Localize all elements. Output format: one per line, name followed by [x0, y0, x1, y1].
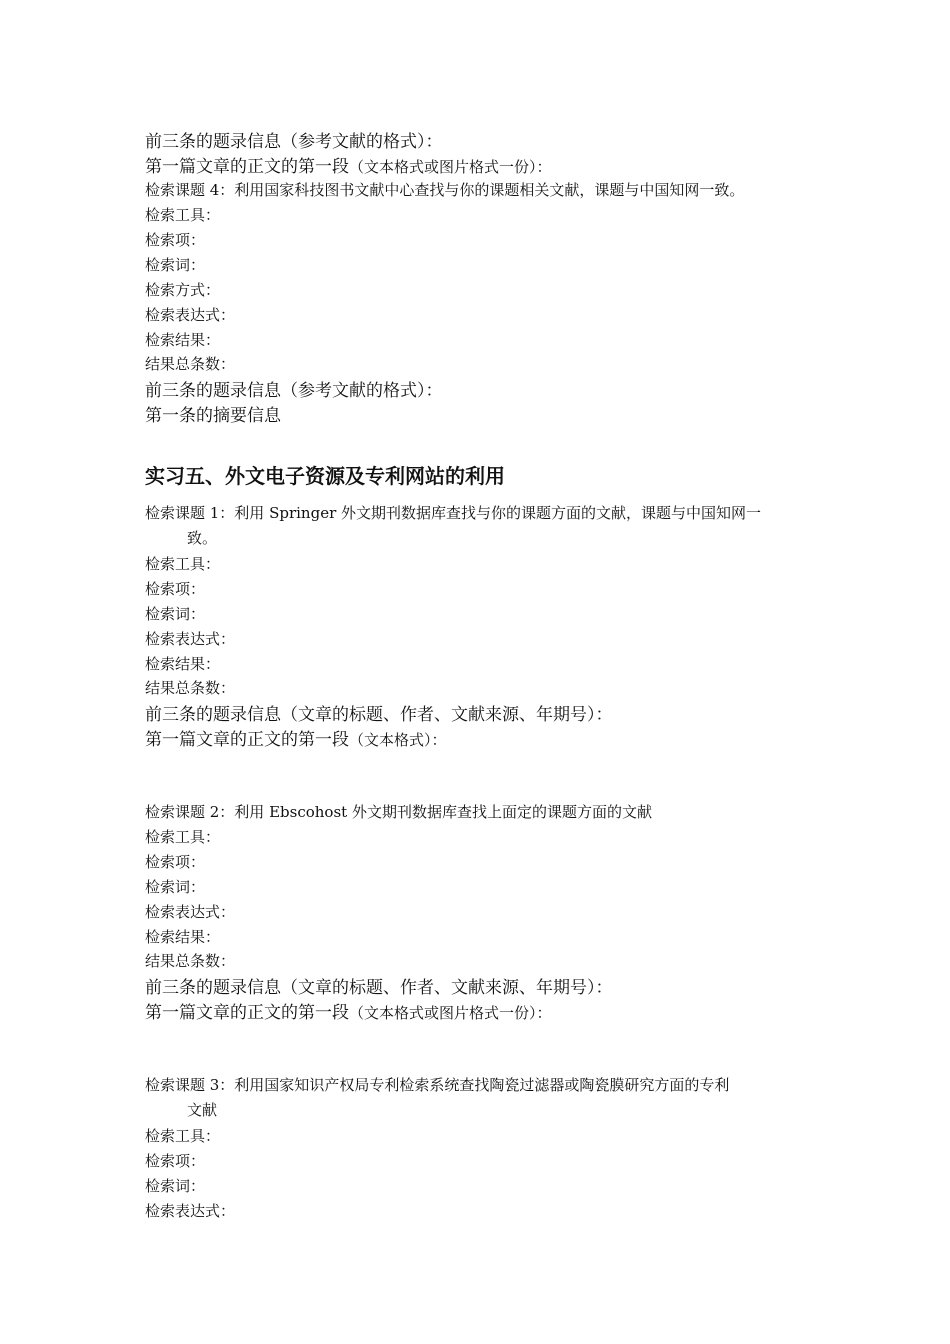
task-1-top3: 前三条的题录信息（文章的标题、作者、文献来源、年期号）： — [145, 705, 613, 725]
task-1-first-paragraph — [145, 725, 447, 750]
task-4-word: 检索词： — [145, 256, 206, 274]
first-paragraph-main: 第一篇文章的正文的第一段 — [145, 157, 349, 177]
task-4-method: 检索方式： — [145, 281, 221, 299]
task-2-top3: 前三条的题录信息（文章的标题、作者、文献来源、年期号）： — [145, 978, 613, 998]
task-2-first-paragraph — [145, 998, 552, 1023]
task-4-abstract: 第一条的摘要信息 — [145, 406, 281, 426]
task-4-tool: 检索工具： — [145, 206, 221, 224]
task-4-field: 检索项： — [145, 231, 206, 249]
task-2-first-paragraph-main: 第一篇文章的正文的第一段 — [145, 1003, 349, 1023]
task-2-expression: 检索表达式： — [145, 903, 236, 921]
task-1-first-paragraph-main: 第一篇文章的正文的第一段 — [145, 730, 349, 750]
task-1-word: 检索词： — [145, 605, 206, 623]
task-1-total: 结果总条数： — [145, 679, 236, 697]
task-1-heading-continued: 致。 — [187, 529, 218, 547]
task-1-first-paragraph-note: （文本格式）： — [349, 731, 447, 749]
top3-records-line: 前三条的题录信息（参考文献的格式）： — [145, 132, 443, 152]
task-4-result: 检索结果： — [145, 331, 221, 349]
first-paragraph-line — [145, 152, 552, 177]
first-paragraph-note: （文本格式或图片格式一份）： — [349, 158, 552, 176]
task-4-heading: 检索课题 4：利用国家科技图书文献中心查找与你的课题相关文献，课题与中国知网一致。 — [145, 181, 745, 199]
task-3-heading: 检索课题 3：利用国家知识产权局专利检索系统查找陶瓷过滤器或陶瓷膜研究方面的专利 — [145, 1076, 730, 1094]
task-2-field: 检索项： — [145, 853, 206, 871]
task-3-heading-continued: 文献 — [187, 1101, 218, 1119]
task-1-result: 检索结果： — [145, 655, 221, 673]
task-1-expression: 检索表达式： — [145, 630, 236, 648]
task-2-tool: 检索工具： — [145, 828, 221, 846]
task-2-total: 结果总条数： — [145, 952, 236, 970]
task-1-tool: 检索工具： — [145, 555, 221, 573]
task-2-result: 检索结果： — [145, 928, 221, 946]
task-3-expression: 检索表达式： — [145, 1202, 236, 1220]
task-2-word: 检索词： — [145, 878, 206, 896]
task-2-heading: 检索课题 2：利用 Ebscohost 外文期刊数据库查找上面定的课题方面的文献 — [145, 803, 652, 821]
task-4-total: 结果总条数： — [145, 355, 236, 373]
section-title: 实习五、外文电子资源及专利网站的利用 — [145, 464, 505, 488]
task-4-top3: 前三条的题录信息（参考文献的格式）： — [145, 381, 443, 401]
task-4-expression: 检索表达式： — [145, 306, 236, 324]
task-1-field: 检索项： — [145, 580, 206, 598]
task-3-tool: 检索工具： — [145, 1127, 221, 1145]
task-1-heading: 检索课题 1：利用 Springer 外文期刊数据库查找与你的课题方面的文献，课题与中国知网一 — [145, 504, 762, 522]
task-3-field: 检索项： — [145, 1152, 206, 1170]
task-2-first-paragraph-note: （文本格式或图片格式一份）： — [349, 1004, 552, 1022]
task-3-word: 检索词： — [145, 1177, 206, 1195]
